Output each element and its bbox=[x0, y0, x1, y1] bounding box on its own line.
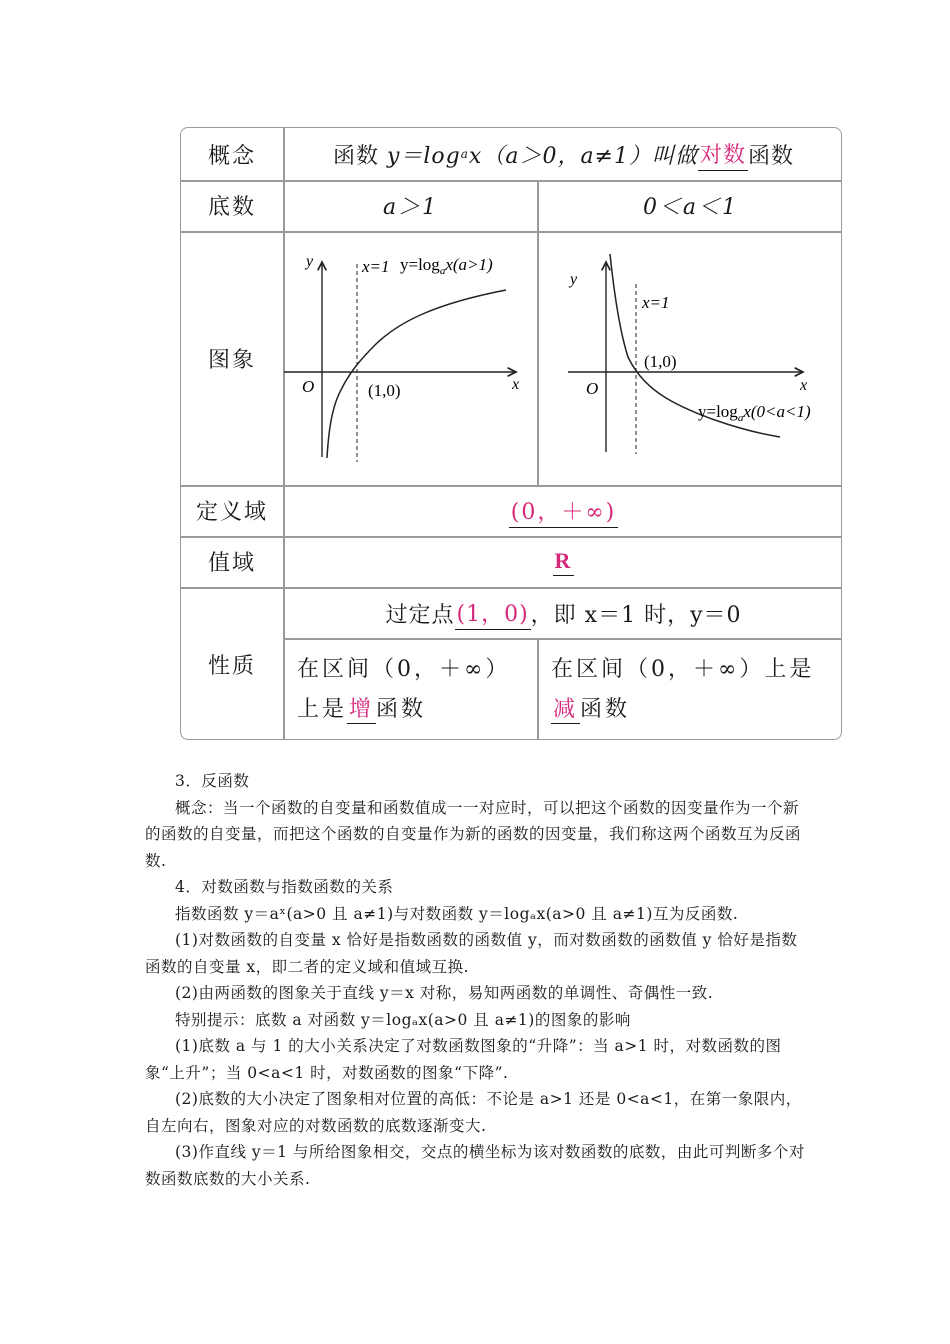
row-header-base: 底数 bbox=[207, 195, 256, 220]
log-curve-increasing bbox=[327, 290, 506, 458]
line-label: x=1 bbox=[642, 293, 670, 312]
fixed-suffix: ，即 x＝1 时，y＝0 bbox=[530, 602, 742, 628]
body-text bbox=[145, 768, 810, 1192]
row-header-graph: 图象 bbox=[207, 347, 256, 373]
x-axis-label: x bbox=[800, 377, 808, 394]
concept-formula: y＝log bbox=[386, 143, 461, 169]
row-divider bbox=[283, 638, 842, 640]
origin-label: O bbox=[302, 377, 315, 396]
property-increasing bbox=[297, 650, 529, 730]
range-cell bbox=[284, 537, 842, 587]
tip-point-2: (2)底数的大小决定了图象相对位置的高低：不论是 a>1 还是 0<a<1，在第一象限内，自左向右，图象对应的对数函数的底数逐渐变大. bbox=[145, 1090, 802, 1135]
inc-prefix: 在区间（0，＋∞）上是 bbox=[297, 657, 511, 722]
curve-label bbox=[400, 255, 493, 277]
row-header-domain: 定义域 bbox=[195, 500, 268, 525]
section-4-point-2: (2)由两函数的图象关于直线 y＝x 对称，易知两函数的单调性、奇偶性一致. bbox=[175, 984, 714, 1002]
concept-answer: 对数 bbox=[698, 138, 748, 171]
origin-label: O bbox=[586, 379, 599, 398]
section-3-body: 概念：当一个函数的自变量和函数值成一一对应时，可以把这个函数的因变量作为一个新的函数的自变量，而把这个函数的自变量作为新的函数的因变量，我们称这两个函数互为反函数. bbox=[145, 798, 802, 870]
inc-suffix: 函数 bbox=[376, 697, 427, 722]
graph-a-between-0-1 bbox=[538, 232, 842, 485]
dec-prefix: 在区间（0，＋∞）上是 bbox=[551, 657, 815, 682]
row-header-range: 值域 bbox=[207, 551, 256, 576]
y-axis-label: y bbox=[570, 271, 578, 288]
row-header-properties: 性质 bbox=[207, 653, 256, 679]
concept-formula2: x（a＞0，a≠1）叫做 bbox=[468, 143, 698, 169]
base-case-1: a＞1 bbox=[382, 195, 439, 220]
concept-suffix: 函数 bbox=[748, 143, 795, 169]
concept-prefix: 函数 bbox=[332, 143, 379, 169]
curve-label-sub: a bbox=[439, 265, 446, 277]
x-axis-label: x bbox=[512, 376, 520, 393]
curve-label-main: y=log bbox=[400, 255, 440, 274]
section-3-title: 3．反函数 bbox=[175, 772, 250, 790]
tip-point-3: (3)作直线 y＝1 与所给图象相交，交点的横坐标为该对数函数的底数，由此可判断多个对数函数底数的大小关系. bbox=[145, 1143, 805, 1188]
domain-cell bbox=[284, 486, 842, 536]
curve-label bbox=[698, 402, 811, 424]
graph-a-greater-1 bbox=[284, 232, 537, 485]
curve-label-main: y=log bbox=[698, 402, 738, 421]
tip-title: 特别提示：底数 a 对函数 y＝logₐx(a>0 且 a≠1)的图象的影响 bbox=[175, 1010, 631, 1029]
section-4-title: 4．对数函数与指数函数的关系 bbox=[175, 878, 394, 896]
base-case-2: 0＜a＜1 bbox=[642, 195, 739, 220]
property-fixed-point bbox=[284, 588, 842, 638]
concept-cell bbox=[284, 128, 842, 180]
line-label: x=1 bbox=[362, 257, 390, 276]
col-divider bbox=[537, 638, 539, 740]
range-value: R bbox=[553, 548, 575, 576]
curve-label-rest: x(0<a<1) bbox=[743, 402, 811, 421]
point-label: (1,0) bbox=[368, 381, 401, 400]
domain-value: (0，＋∞) bbox=[509, 495, 619, 528]
fixed-prefix: 过定点 bbox=[385, 602, 455, 628]
curve-label-sub: a bbox=[737, 412, 744, 424]
dec-answer: 减 bbox=[553, 697, 579, 722]
concept-sub: a bbox=[460, 147, 469, 161]
property-decreasing bbox=[551, 650, 833, 730]
y-axis-label: y bbox=[306, 253, 314, 270]
dec-suffix: 函数 bbox=[580, 697, 631, 722]
fixed-point-value: (1，0) bbox=[455, 597, 531, 630]
row-header-concept: 概念 bbox=[207, 143, 256, 169]
log-function-table bbox=[180, 127, 842, 740]
point-label: (1,0) bbox=[644, 352, 677, 371]
section-4-point-1: (1)对数函数的自变量 x 恰好是指数函数的函数值 y，而对数函数的函数值 y 恰好是指数函数的自变量 x，即二者的定义域和值域互换. bbox=[145, 931, 798, 976]
tip-point-1: (1)底数 a 与 1 的大小关系决定了对数函数图象的“升降”：当 a>1 时，对数函数的图象“上升”；当 0<a<1 时，对数函数的图象“下降”. bbox=[145, 1037, 782, 1082]
inc-answer: 增 bbox=[349, 697, 375, 722]
section-4-intro: 指数函数 y＝aˣ(a>0 且 a≠1)与对数函数 y＝logₐx(a>0 且 a≠1)互为反函数. bbox=[175, 904, 739, 923]
curve-label-rest: x(a>1) bbox=[445, 255, 493, 274]
